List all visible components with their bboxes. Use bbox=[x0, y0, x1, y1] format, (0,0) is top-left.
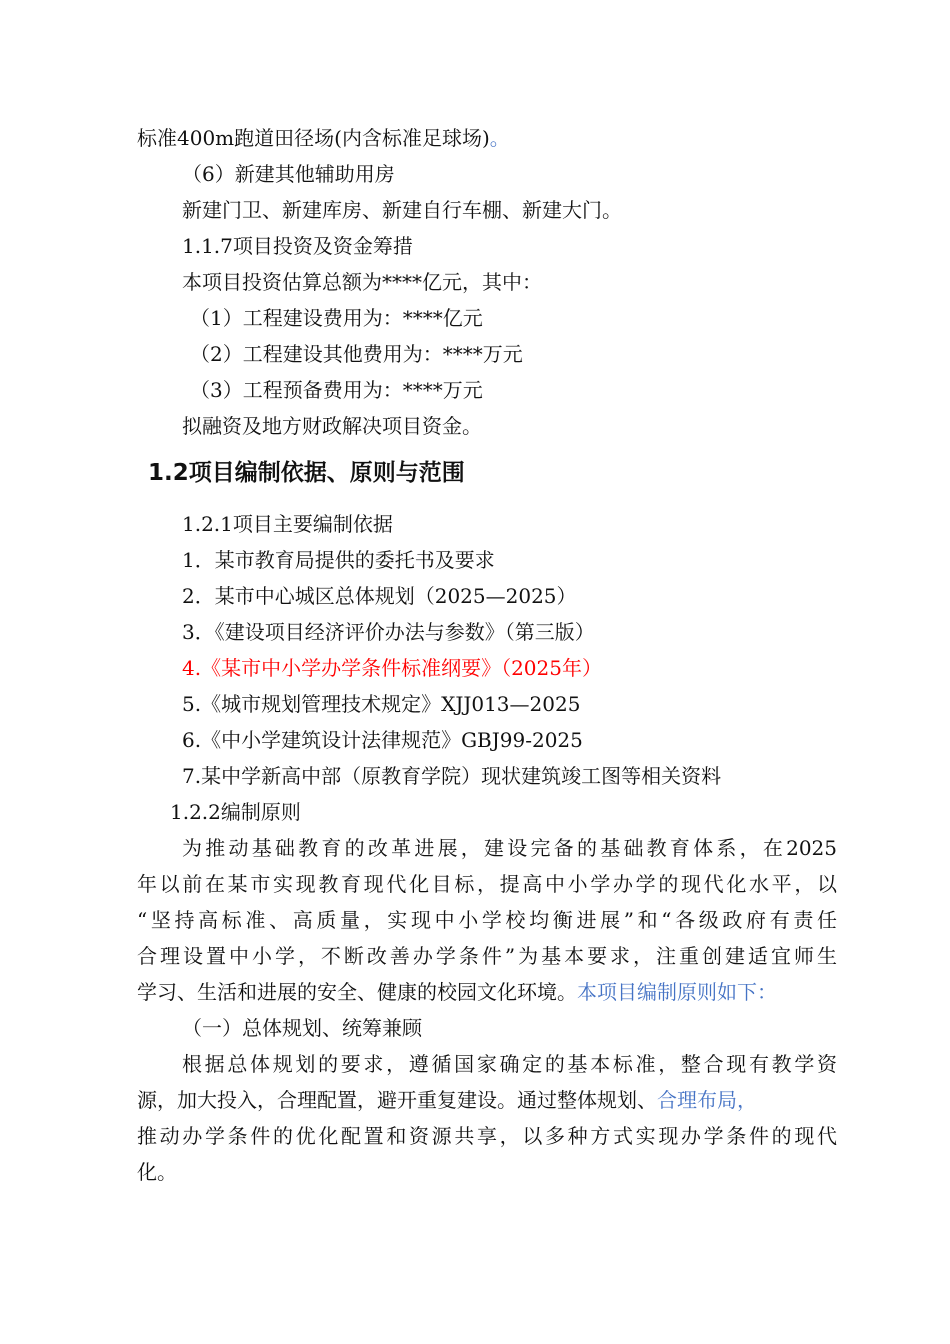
text-span: 标准400m跑道田径场(内含标准足球场) bbox=[137, 126, 490, 150]
paragraph-line bbox=[137, 978, 837, 1006]
text-line: 拟融资及地方财政解决项目资金。 bbox=[182, 414, 482, 438]
text-line: 本项目投资估算总额为****亿元，其中： bbox=[182, 270, 542, 294]
paragraph-line: 为推动基础教育的改革进展，建设完备的基础教育体系，在2025 bbox=[182, 836, 837, 860]
text-line: （1）工程建设费用为：****亿元 bbox=[190, 306, 483, 330]
text-span: 本项目编制原则如下： bbox=[577, 980, 777, 1004]
paragraph-line bbox=[137, 1086, 837, 1114]
text-line: 7.某中学新高中部（原教育学院）现状建筑竣工图等相关资料 bbox=[182, 764, 722, 788]
text-span: 学习、生活和进展的安全、健康的校园文化环境。 bbox=[137, 980, 577, 1004]
paragraph-line: 合理设置中小学，不断改善办学条件”为基本要求，注重创建适宜师生 bbox=[137, 944, 837, 968]
text-line bbox=[137, 124, 837, 152]
text-line: 5.《城市规划管理技术规定》XJJ013—2025 bbox=[182, 692, 581, 716]
text-line: 1.1.7项目投资及资金筹措 bbox=[182, 234, 413, 258]
text-line: 1.2.1项目主要编制依据 bbox=[182, 512, 393, 536]
text-line: （一）总体规划、统筹兼顾 bbox=[182, 1016, 422, 1040]
text-line-highlighted: 4.《某市中小学办学条件标准纲要》（2025年） bbox=[182, 656, 602, 680]
text-line: 3．《建设项目经济评价办法与参数》（第三版） bbox=[182, 620, 595, 644]
text-line: 6.《中小学建筑设计法律规范》GBJ99-2025 bbox=[182, 728, 583, 752]
paragraph-line: 化。 bbox=[137, 1160, 177, 1184]
text-span: 合理布局， bbox=[657, 1088, 757, 1112]
paragraph-line: “坚持高标准、高质量，实现中小学校均衡进展”和“各级政府有责任 bbox=[137, 908, 837, 932]
text-line: （3）工程预备费用为：****万元 bbox=[190, 378, 483, 402]
text-span: 源，加大投入，合理配置，避开重复建设。通过整体规划、 bbox=[137, 1088, 657, 1112]
text-line: 1．某市教育局提供的委托书及要求 bbox=[182, 548, 495, 572]
paragraph-line: 根据总体规划的要求，遵循国家确定的基本标准，整合现有教学资 bbox=[182, 1052, 837, 1076]
text-line: （6）新建其他辅助用房 bbox=[182, 162, 395, 186]
text-line: 新建门卫、新建库房、新建自行车棚、新建大门。 bbox=[182, 198, 622, 222]
text-span: 。 bbox=[489, 126, 510, 150]
section-heading: 1.2项目编制依据、原则与范围 bbox=[148, 460, 465, 486]
text-line: 2．某市中心城区总体规划（2025—2025） bbox=[182, 584, 577, 608]
paragraph-line: 年以前在某市实现教育现代化目标，提高中小学办学的现代化水平，以 bbox=[137, 872, 837, 896]
text-line: 1.2.2编制原则 bbox=[170, 800, 301, 824]
paragraph-line: 推动办学条件的优化配置和资源共享，以多种方式实现办学条件的现代 bbox=[137, 1124, 837, 1148]
text-line: （2）工程建设其他费用为：****万元 bbox=[190, 342, 523, 366]
